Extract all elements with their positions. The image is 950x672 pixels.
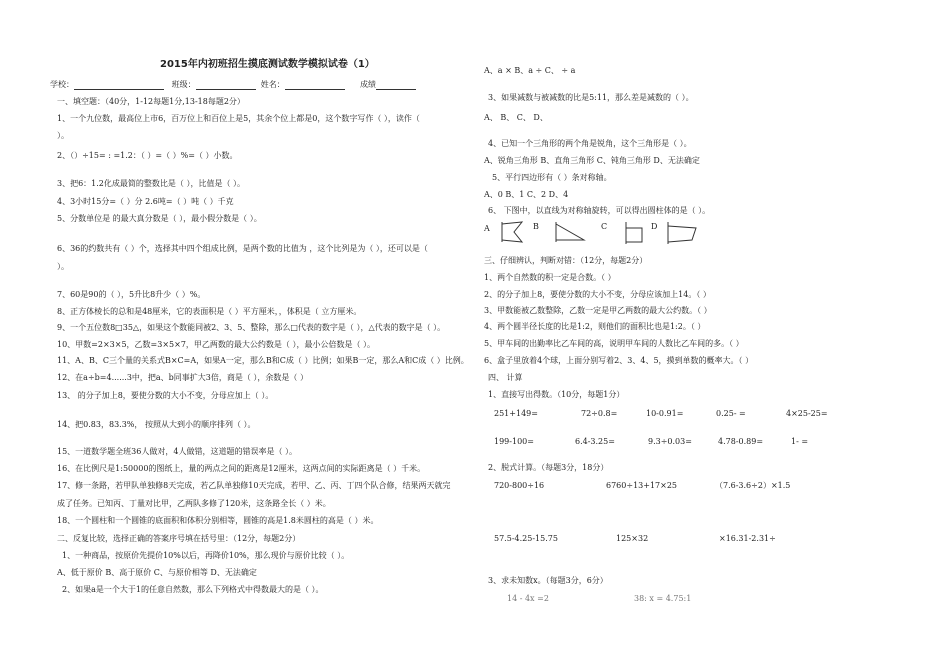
question-17b: 成了任务。已知丙、丁量对比甲，乙两队多修了120米，这条路全长（ ）米。 <box>57 499 331 508</box>
choice-3-options: A、 B、 C、 D、 <box>484 113 548 122</box>
calc-1-title: 1、直接写出得数。（10分，每题1分） <box>488 390 625 399</box>
shape-b-icon <box>552 220 588 244</box>
calc-2-row1-item: 6760÷13+17×25 <box>606 481 678 490</box>
choice-1: 1、一种商品，按原价先提价10%以后，再降价10%，那么现价与原价比较（ ）。 <box>62 551 350 560</box>
calc-3-title: 3、求未知数x。（每题3分，6分） <box>488 576 608 585</box>
question-16: 16、在比例尺是1:50000的图纸上，量的两点之间的距离是12厘米，这两点间的实际距离是（ ）千米。 <box>57 464 426 473</box>
question-5: 5、分数单位是 的最大真分数是（ ），最小假分数是（ ）。 <box>57 214 262 223</box>
judge-3: 3、甲数能被乙数整除，乙数一定是甲乙两数的最大公约数。（ ） <box>484 306 712 315</box>
school-blank <box>74 81 164 90</box>
calc-1-row2-item: 1- = <box>791 437 809 446</box>
question-13: 13、 的分子加上8，要使分数的大小不变，分母应加上（ ）。 <box>57 391 274 400</box>
shape-label-d: D <box>651 222 658 231</box>
choice-4-options: A、锐角三角形 B、直角三角形 C、钝角三角形 D、无法确定 <box>484 156 700 165</box>
question-6a: 6、36的约数共有（ ）个，选择其中四个组成比例，是两个数的比值为 ，这个比列是为（ ），还可以是（ <box>57 244 428 253</box>
name-blank <box>285 81 345 90</box>
question-18: 18、一个圆柱和一个圆锥的底面积和体积分别相等，圆锥的高是1.8米圆柱的高是（ ）米。 <box>57 516 379 525</box>
shape-label-c: C <box>601 222 608 231</box>
question-9: 9、一个五位数8□35△，如果这个数能同被2、3、5、整除，那么□代表的数字是（ ），△代表的数字是（ ）。 <box>57 323 446 332</box>
name-label: 姓名： <box>260 80 285 89</box>
info-line <box>50 80 416 90</box>
score-label: 成绩 <box>360 80 376 89</box>
score-blank <box>376 81 416 90</box>
question-7: 7、60是90的（ ），5升比8升少（ ）%。 <box>57 290 206 299</box>
exam-title: 2015年内初班招生摸底测试数学模拟试卷（1） <box>160 59 375 70</box>
judge-2: 2、的分子加上8，要使分数的大小不变，分母应该加上14。（ ） <box>484 290 711 299</box>
calc-2-row2-item: 125×32 <box>616 534 649 543</box>
calc-2-row2-item: ×16.31-2.31÷ <box>719 534 776 543</box>
question-3: 3、把6：1.2化成最简的整数比是（ ），比值是（ ）。 <box>57 179 245 188</box>
question-10: 10、甲数=2×3×5，乙数=3×5×7，甲乙两数的最大公约数是（ ），最小公倍数是（ ）。 <box>57 340 376 349</box>
question-11: 11、A、B、C三个量的关系式B×C=A，如果A一定，那么B和C成（ ）比例；如果B一定，那么A和C成（ ）比例。 <box>57 356 469 365</box>
calc-2-row1-item: （7.6-3.6÷2）×1.5 <box>715 481 791 490</box>
shape-c-icon <box>620 220 650 246</box>
class-blank <box>196 81 256 90</box>
question-17a: 17、修一条路，若甲队单独修8天完成，若乙队单独修10天完成，若甲、乙、丙、丁四个队合修，结果两天就完 <box>57 481 451 490</box>
shape-a-icon <box>496 220 526 244</box>
choice-5-options: A、0 B、1 C、2 D、4 <box>484 190 569 199</box>
section-fill-title: 一、填空题：（40分，1-12每题1分,13-18每题2分） <box>57 97 245 106</box>
calc-1-row1-item: 10-0.91= <box>646 409 684 418</box>
calc-1-row2-item: 6.4-3.25= <box>575 437 615 446</box>
calc-1-row1-item: 251+149= <box>494 409 538 418</box>
shape-label-b: B <box>533 222 539 231</box>
judge-1: 1、两个自然数的积一定是合数。（ ） <box>484 273 616 282</box>
question-15: 15、一道数学题全班36人做对，4人做错，这道题的错误率是（ ）。 <box>57 447 297 456</box>
calc-3-item: 38: x = 4.75:1 <box>634 594 692 603</box>
choice-4: 4、已知一个三角形的两个角是锐角，这个三角形是（ ）。 <box>488 139 692 148</box>
school-label: 学校： <box>50 80 74 89</box>
choice-2-options: A、a × B、a ÷ C、 ÷ a <box>484 66 576 75</box>
choice-6: 6、 下图中，以直线为对称轴旋转，可以得出圆柱体的是（ ）。 <box>488 206 711 215</box>
judge-4: 4、两个圆半径长度的比是1:2，则他们的面积比也是1:2。（ ） <box>484 322 706 331</box>
section-calc-title: 四、 计算 <box>488 373 523 382</box>
question-6b: ）。 <box>57 262 69 271</box>
choice-2: 2、如果a是一个大于1的任意自然数，那么下列格式中得数最大的是（ ）。 <box>62 585 324 594</box>
calc-1-row1-item: 0.25- = <box>716 409 746 418</box>
calc-2-row1-item: 720-800÷16 <box>494 481 545 490</box>
calc-1-row2-item: 199-100= <box>494 437 534 446</box>
judge-6: 6、盒子里放着4个球，上面分别写着2、3、4、5，摸到单数的概率大。（ ） <box>484 356 754 365</box>
question-1a: 1、一个九位数，最高位上市6，百万位上和百位上是5，其余个位上都是0，这个数字写作（ ），读作（ <box>57 114 420 123</box>
calc-1-row2-item: 4.78-0.89= <box>718 437 764 446</box>
calc-1-row2-item: 9.3÷0.03= <box>648 437 692 446</box>
question-12: 12、在a÷b=4......3中，把a、b同事扩大3倍，商是（ ），余数是（ ） <box>57 373 308 382</box>
choice-1-options: A、低于原价 B、高于原价 C、与原价相等 D、无法确定 <box>57 568 257 577</box>
calc-2-title: 2、脱式计算。（每题3分，18分） <box>488 463 609 472</box>
question-2: 2、（）÷15= : =1.2：（ ）=（ ）%=（ ）小数。 <box>57 151 238 160</box>
section-judge-title: 三、仔细辨认，判断对错：（12分，每题2分） <box>484 256 648 265</box>
judge-5: 5、甲车间的出勤率比乙车间的高，说明甲车间的人数比乙车间的多。（ ） <box>484 339 744 348</box>
calc-1-row1-item: 72÷0.8= <box>581 409 618 418</box>
shape-label-a: A <box>484 224 490 233</box>
calc-2-row2-item: 57.5-4.25-15.75 <box>494 534 558 543</box>
shape-d-icon <box>664 220 704 246</box>
calc-3-item: 14 - 4x =2 <box>507 594 549 603</box>
question-14: 14、把0.83，83.3%， 按照从大到小的顺序排列（ ）。 <box>57 420 256 429</box>
question-1b: ）。 <box>57 131 69 140</box>
question-4: 4、3小时15分=（ ）分 2.6吨=（ ）吨（ ）千克 <box>57 197 234 206</box>
choice-5: 5、平行四边形有（ ）条对称轴。 <box>492 173 612 182</box>
section-choice-title: 二、反复比较，选择正确的答案序号填在括号里：（12分，每题2分） <box>57 534 301 543</box>
question-8: 8、正方体棱长的总和是48厘米，它的表面积是（ ）平方厘米，，体积是（ 立方厘米。 <box>57 307 362 316</box>
calc-1-row1-item: 4×25-25= <box>786 409 828 418</box>
class-label: 班级： <box>171 80 196 89</box>
choice-3: 3、如果减数与被减数的比是5:11，那么差是减数的（ ）。 <box>488 93 694 102</box>
